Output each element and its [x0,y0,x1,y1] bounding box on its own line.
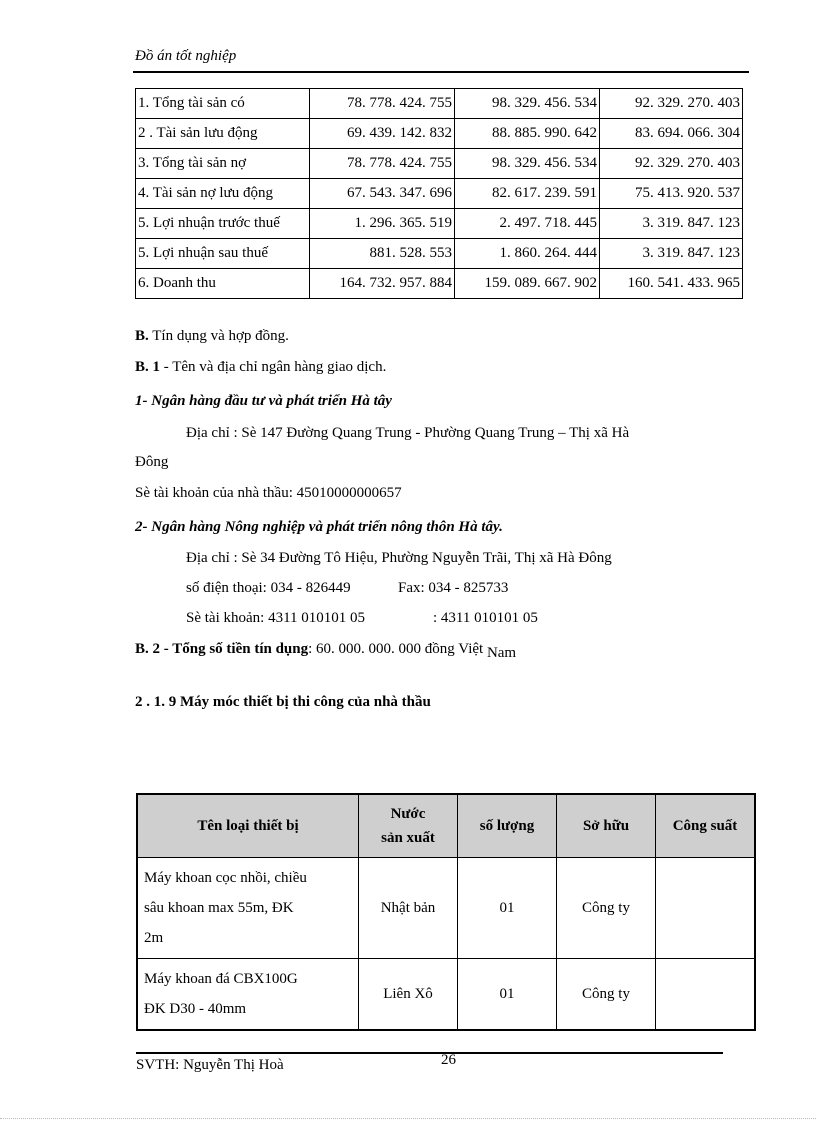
table-row [136,119,743,149]
page-bottom-border [0,1118,816,1119]
table-row [136,89,743,119]
value-cell: 83. 694. 066. 304 [600,119,743,149]
value-cell: 159. 089. 667. 902 [455,269,600,299]
col-header-owner: Sở hữu [557,794,656,858]
value-cell: 75. 413. 920. 537 [600,179,743,209]
equipment-owner: Công ty [557,959,656,1031]
table-row [136,239,743,269]
value-cell: 98. 329. 456. 534 [455,149,600,179]
section-b1-heading [135,359,386,376]
col-header-origin-l2: sản xuất [381,830,435,846]
row-label: 3. Tổng tài sản nợ [136,149,310,179]
section-b-label: B. [135,328,149,344]
value-cell: 78. 778. 424. 755 [310,89,455,119]
value-cell: 82. 617. 239. 591 [455,179,600,209]
bank2-title: 2- Ngân hàng Nông nghiệp và phát triển nông thôn Hà tây. [135,519,503,535]
footer-author: SVTH: Nguyễn Thị Hoà [136,1057,284,1073]
equipment-power [656,959,756,1031]
section-b2-heading [135,641,517,661]
table-row [137,858,755,959]
section-b2-text: : 60. 000. 000. 000 đồng Việt [308,641,484,657]
bank1-address-cont: Đông [135,454,169,470]
value-cell: 69. 439. 142. 832 [310,119,455,149]
bank1-address [186,425,746,442]
equipment-name [137,959,359,1031]
section-b1-label: B. 1 [135,359,161,375]
col-header-qty: số lượng [458,794,557,858]
value-cell: 160. 541. 433. 965 [600,269,743,299]
value-cell: 78. 778. 424. 755 [310,149,455,179]
table-row [136,179,743,209]
bank2-account-alt: : 4311 010101 05 [433,610,538,626]
equipment-table [136,793,756,1031]
col-header-origin-l1: Nước [390,806,426,822]
equipment-origin: Liên Xô [359,959,458,1031]
table-row [136,269,743,299]
finance-table [135,88,743,299]
value-cell: 92. 329. 270. 403 [600,149,743,179]
value-cell: 3. 319. 847. 123 [600,239,743,269]
section-b-text: Tín dụng và hợp đồng. [148,328,289,344]
table-row [136,209,743,239]
row-label: 2 . Tài sản lưu động [136,119,310,149]
value-cell: 1. 860. 264. 444 [455,239,600,269]
section-b1-text: - Tên và địa chỉ ngân hàng giao dịch. [160,359,387,375]
equipment-name [137,858,359,959]
value-cell: 98. 329. 456. 534 [455,89,600,119]
equipment-owner: Công ty [557,858,656,959]
bank1-address-line: Địa chỉ : Sè 147 Đường Quang Trung - Phường Quang Trung – Thị xã Hà [186,425,630,441]
equipment-qty: 01 [458,959,557,1031]
section-219-title: 2 . 1. 9 Máy móc thiết bị thi công của nhà thầu [135,694,431,710]
value-cell: 881. 528. 553 [310,239,455,269]
bank1-title: 1- Ngân hàng đầu tư và phát triển Hà tây [135,393,392,409]
bank2-phone: số điện thoại: 034 - 826449 [186,580,351,596]
equipment-name-line: 2m [144,930,164,946]
col-header-name: Tên loại thiết bị [137,794,359,858]
value-cell: 164. 732. 957. 884 [310,269,455,299]
value-cell: 67. 543. 347. 696 [310,179,455,209]
col-header-origin [359,794,458,858]
value-cell: 88. 885. 990. 642 [455,119,600,149]
row-label: 4. Tài sản nợ lưu động [136,179,310,209]
page-number: 26 [441,1052,456,1068]
value-cell: 1. 296. 365. 519 [310,209,455,239]
equipment-power [656,858,756,959]
table-header-row [137,794,755,858]
value-cell: 2. 497. 718. 445 [455,209,600,239]
equipment-name-line: ĐK D30 - 40mm [144,1001,247,1017]
footer-divider [136,1052,723,1054]
equipment-name-line: sâu khoan max 55m, ĐK [144,900,294,916]
row-label: 5. Lợi nhuận sau thuế [136,239,310,269]
col-header-power: Công suất [656,794,756,858]
equipment-name-line: Máy khoan đá CBX100G [144,971,298,987]
equipment-qty: 01 [458,858,557,959]
equipment-origin: Nhật bản [359,858,458,959]
header-divider [133,71,749,73]
section-b2-label: B. 2 - Tổng số tiền tín dụng [135,641,309,657]
row-label: 6. Doanh thu [136,269,310,299]
bank2-fax: Fax: 034 - 825733 [398,580,509,596]
bank2-account: Sè tài khoản: 4311 010101 05 [186,610,366,626]
page-header-title: Đồ án tốt nghiệp [135,48,237,64]
bank1-account: Sè tài khoản của nhà thầu: 45010000000657 [135,485,402,501]
section-b-heading [135,328,289,345]
bank2-address: Địa chỉ : Sè 34 Đường Tô Hiệu, Phường Nguyễn Trãi, Thị xã Hà Đông [186,550,612,566]
table-row [137,959,755,1031]
table-row [136,149,743,179]
value-cell: 3. 319. 847. 123 [600,209,743,239]
row-label: 5. Lợi nhuận trước thuế [136,209,310,239]
row-label: 1. Tổng tài sản có [136,89,310,119]
equipment-name-line: Máy khoan cọc nhồi, chiều [144,870,307,886]
value-cell: 92. 329. 270. 403 [600,89,743,119]
section-b2-tail: Nam [486,645,517,661]
